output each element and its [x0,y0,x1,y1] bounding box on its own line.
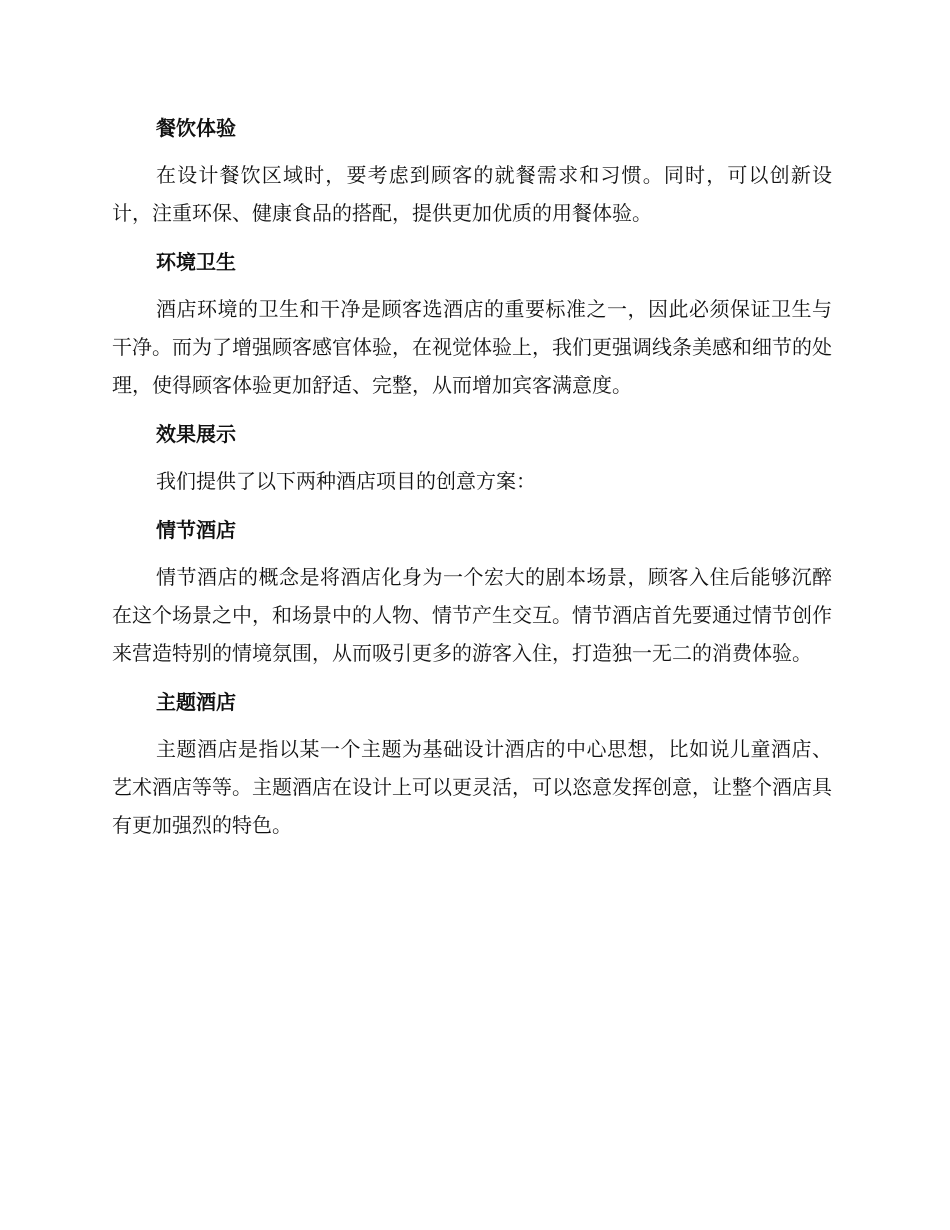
section-hygiene [112,242,832,404]
section-heading: 环境卫生 [156,250,236,274]
section-dining [112,108,832,232]
section-heading: 主题酒店 [156,690,236,714]
section-paragraph: 酒店环境的卫生和干净是顾客选酒店的重要标准之一，因此必须保证卫生与干净。而为了增强顾客感官体验，在视觉体验上，我们更强调线条美感和细节的处理，使得顾客体验更加舒适、完整，从而增加宾客满意度。 [112,297,832,397]
section-story-hotel [112,510,832,672]
section-paragraph: 情节酒店的概念是将酒店化身为一个宏大的剧本场景，顾客入住后能够沉醉在这个场景之中，和场景中的人物、情节产生交互。情节酒店首先要通过情节创作来营造特别的情境氛围，从而吸引更多的游客入住，打造独一无二的消费体验。 [112,565,832,665]
section-heading: 情节酒店 [156,518,236,542]
section-paragraph: 主题酒店是指以某一个主题为基础设计酒店的中心思想，比如说儿童酒店、艺术酒店等等。主题酒店在设计上可以更灵活，可以恣意发挥创意，让整个酒店具有更加强烈的特色。 [112,737,832,837]
document-page [112,108,832,854]
section-paragraph: 在设计餐饮区域时，要考虑到顾客的就餐需求和习惯。同时，可以创新设计，注重环保、健康食品的搭配，提供更加优质的用餐体验。 [112,163,832,225]
section-theme-hotel [112,682,832,844]
section-paragraph: 我们提供了以下两种酒店项目的创意方案： [156,469,536,493]
section-heading: 效果展示 [156,422,236,446]
section-heading: 餐饮体验 [156,116,236,140]
section-showcase [112,414,832,500]
